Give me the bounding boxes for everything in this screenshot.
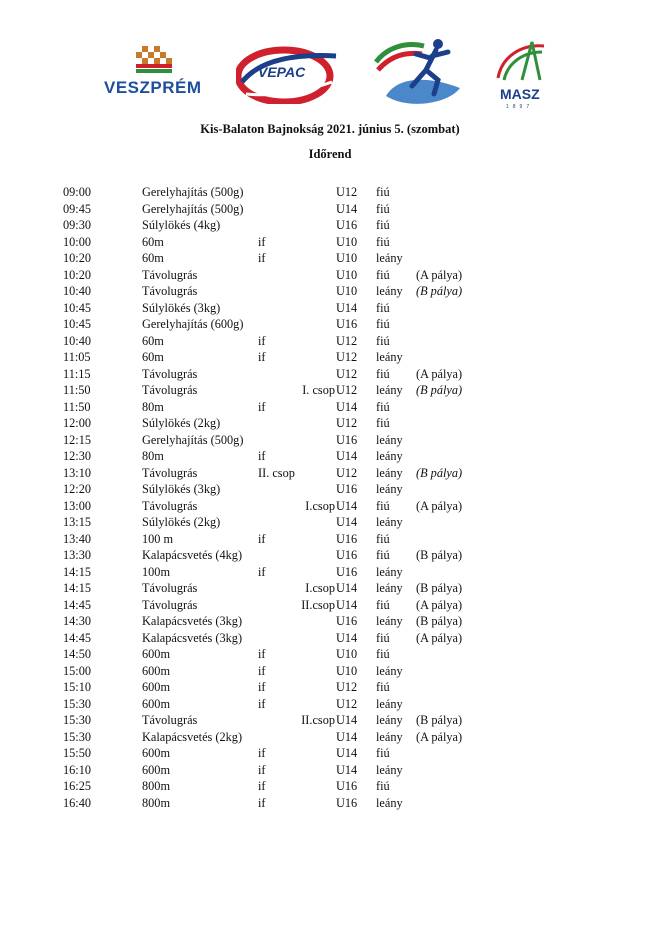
row-age-class: U12 bbox=[336, 696, 358, 711]
row-age-class: U14 bbox=[336, 762, 358, 777]
page-title: Kis-Balaton Bajnokság 2021. június 5. (szombat) bbox=[200, 122, 460, 136]
row-age-class: U14 bbox=[336, 300, 358, 315]
row-event: Gerelyhajítás (600g) bbox=[142, 317, 244, 331]
row-track: (A pálya) bbox=[416, 498, 463, 513]
row-if: if bbox=[258, 251, 266, 265]
row-gender: fiú bbox=[376, 366, 390, 381]
row-age-class: U14 bbox=[336, 498, 358, 513]
schedule-row bbox=[0, 481, 660, 498]
schedule-row bbox=[0, 333, 660, 350]
row-time: 12:30 bbox=[63, 449, 92, 463]
schedule-row bbox=[0, 679, 660, 696]
vepac-logo bbox=[236, 42, 342, 104]
schedule-row bbox=[0, 547, 660, 564]
row-gender: leány bbox=[376, 713, 403, 727]
row-track: (B pálya) bbox=[416, 465, 463, 480]
schedule-row bbox=[0, 762, 660, 779]
row-if: if bbox=[258, 333, 266, 348]
row-track: (A pálya) bbox=[416, 630, 463, 645]
row-age-class: U10 bbox=[336, 663, 358, 678]
row-event: 80m bbox=[142, 449, 164, 463]
row-age-class: U14 bbox=[336, 630, 358, 645]
row-gender: fiú bbox=[376, 779, 390, 793]
row-age-class: U10 bbox=[336, 267, 358, 282]
schedule-row bbox=[0, 531, 660, 548]
row-time: 13:40 bbox=[63, 531, 92, 546]
row-event: Távolugrás bbox=[142, 597, 198, 612]
row-age-class: U14 bbox=[336, 201, 358, 216]
row-age-class: U14 bbox=[336, 449, 358, 463]
row-if: if bbox=[258, 696, 266, 711]
row-track: (B pálya) bbox=[416, 383, 463, 397]
masz-logo-text: MASZ bbox=[500, 86, 540, 102]
schedule-row bbox=[0, 234, 660, 251]
row-time: 15:30 bbox=[63, 713, 92, 727]
row-gender: leány bbox=[376, 581, 403, 595]
row-time: 15:30 bbox=[63, 729, 92, 744]
row-if: II. csop bbox=[258, 465, 295, 480]
schedule-row bbox=[0, 630, 660, 647]
row-gender: leány bbox=[376, 449, 403, 463]
row-gender: fiú bbox=[376, 630, 390, 645]
schedule-row bbox=[0, 498, 660, 515]
row-gender: leány bbox=[376, 465, 403, 480]
row-age-class: U16 bbox=[336, 218, 358, 232]
row-event: Súlylökés (3kg) bbox=[142, 482, 221, 496]
row-event: Távolugrás bbox=[142, 465, 198, 480]
row-time: 15:30 bbox=[63, 696, 92, 711]
row-gender: fiú bbox=[376, 185, 390, 199]
veszprem-logo bbox=[104, 44, 216, 106]
row-time: 12:20 bbox=[63, 482, 92, 496]
row-time: 12:15 bbox=[63, 432, 92, 447]
row-if: if bbox=[258, 795, 266, 810]
row-gender: fiú bbox=[376, 399, 390, 414]
row-event: Távolugrás bbox=[142, 284, 198, 298]
row-event: 100m bbox=[142, 564, 171, 579]
schedule-row bbox=[0, 448, 660, 465]
vepac-logo-text: VEPAC bbox=[258, 64, 306, 80]
row-event: Súlylökés (3kg) bbox=[142, 300, 221, 315]
schedule-row bbox=[0, 696, 660, 713]
row-track: (B pálya) bbox=[416, 581, 463, 595]
logo-bar bbox=[0, 36, 660, 116]
row-event: Kalapácsvetés (3kg) bbox=[142, 614, 243, 628]
row-event: Távolugrás bbox=[142, 498, 198, 513]
row-if: if bbox=[258, 399, 266, 414]
schedule-row bbox=[0, 663, 660, 680]
row-gender: fiú bbox=[376, 647, 390, 661]
row-age-class: U16 bbox=[336, 432, 358, 447]
row-age-class: U12 bbox=[336, 333, 358, 348]
row-time: 10:20 bbox=[63, 267, 92, 282]
row-age-class: U16 bbox=[336, 482, 358, 496]
row-time: 11:50 bbox=[63, 383, 91, 397]
row-time: 13:30 bbox=[63, 548, 92, 562]
row-event: Távolugrás bbox=[142, 581, 198, 595]
row-time: 10:45 bbox=[63, 300, 92, 315]
row-gender: leány bbox=[376, 564, 403, 579]
row-if: if bbox=[258, 531, 266, 546]
row-event: Kalapácsvetés (2kg) bbox=[142, 729, 243, 744]
row-gender: fiú bbox=[376, 267, 390, 282]
schedule-row bbox=[0, 349, 660, 366]
row-gender: fiú bbox=[376, 234, 390, 249]
row-gender: leány bbox=[376, 762, 403, 777]
row-gender: leány bbox=[376, 251, 403, 265]
row-gender: fiú bbox=[376, 548, 390, 562]
row-group: I. csop bbox=[302, 383, 335, 397]
row-age-class: U12 bbox=[336, 383, 358, 397]
row-event: Kalapácsvetés (4kg) bbox=[142, 548, 243, 562]
row-if: if bbox=[258, 762, 266, 777]
row-gender: fiú bbox=[376, 300, 390, 315]
row-age-class: U16 bbox=[336, 531, 358, 546]
row-event: 60m bbox=[142, 350, 164, 364]
schedule-row bbox=[0, 366, 660, 383]
row-time: 14:30 bbox=[63, 614, 92, 628]
row-event: 60m bbox=[142, 234, 164, 249]
row-age-class: U16 bbox=[336, 614, 358, 628]
row-if: if bbox=[258, 663, 266, 678]
row-if: if bbox=[258, 647, 266, 661]
row-event: Távolugrás bbox=[142, 366, 198, 381]
row-group: II.csop bbox=[301, 713, 335, 727]
row-gender: fiú bbox=[376, 218, 390, 232]
row-time: 11:50 bbox=[63, 399, 91, 414]
row-track: (A pálya) bbox=[416, 597, 463, 612]
row-group: II.csop bbox=[301, 597, 335, 612]
row-age-class: U10 bbox=[336, 234, 358, 249]
schedule-row bbox=[0, 729, 660, 746]
row-time: 14:45 bbox=[63, 597, 92, 612]
row-age-class: U12 bbox=[336, 185, 358, 199]
row-event: 80m bbox=[142, 399, 164, 414]
row-if: if bbox=[258, 234, 266, 249]
schedule-row bbox=[0, 300, 660, 317]
schedule-row bbox=[0, 564, 660, 581]
row-time: 10:20 bbox=[63, 251, 92, 265]
row-age-class: U12 bbox=[336, 680, 358, 694]
row-track: (A pálya) bbox=[416, 729, 463, 744]
veszprem-logo-text: VESZPRÉM bbox=[104, 78, 202, 97]
row-time: 09:30 bbox=[63, 218, 92, 232]
row-event: Gerelyhajítás (500g) bbox=[142, 201, 244, 216]
row-age-class: U16 bbox=[336, 317, 358, 331]
row-gender: leány bbox=[376, 383, 403, 397]
row-time: 14:15 bbox=[63, 581, 92, 595]
row-gender: fiú bbox=[376, 746, 390, 760]
row-gender: leány bbox=[376, 284, 403, 298]
row-gender: fiú bbox=[376, 597, 390, 612]
row-gender: fiú bbox=[376, 333, 390, 348]
row-gender: fiú bbox=[376, 416, 390, 430]
schedule-row bbox=[0, 217, 660, 234]
row-age-class: U12 bbox=[336, 350, 358, 364]
row-age-class: U10 bbox=[336, 647, 358, 661]
row-track: (A pálya) bbox=[416, 267, 463, 282]
row-age-class: U14 bbox=[336, 746, 358, 760]
row-event: Súlylökés (2kg) bbox=[142, 416, 221, 430]
row-time: 14:45 bbox=[63, 630, 92, 645]
row-event: 600m bbox=[142, 762, 171, 777]
schedule-row bbox=[0, 415, 660, 432]
schedule-row bbox=[0, 201, 660, 218]
row-event: 600m bbox=[142, 663, 171, 678]
row-event: Távolugrás bbox=[142, 267, 198, 282]
row-time: 16:25 bbox=[63, 779, 92, 793]
schedule-row bbox=[0, 432, 660, 449]
row-time: 12:00 bbox=[63, 416, 92, 430]
schedule-row bbox=[0, 465, 660, 482]
row-gender: leány bbox=[376, 614, 403, 628]
runner-icon bbox=[368, 36, 464, 114]
schedule-row bbox=[0, 184, 660, 201]
row-age-class: U16 bbox=[336, 548, 358, 562]
row-if: if bbox=[258, 350, 266, 364]
row-time: 13:10 bbox=[63, 465, 92, 480]
row-event: 800m bbox=[142, 779, 171, 793]
row-event: Súlylökés (2kg) bbox=[142, 515, 221, 529]
schedule-row bbox=[0, 250, 660, 267]
row-time: 16:40 bbox=[63, 795, 92, 810]
schedule-row bbox=[0, 283, 660, 300]
row-track: (B pálya) bbox=[416, 614, 463, 628]
masz-logo bbox=[492, 38, 554, 116]
schedule-row bbox=[0, 316, 660, 333]
row-if: if bbox=[258, 779, 266, 793]
row-event: Gerelyhajítás (500g) bbox=[142, 432, 244, 447]
row-event: 800m bbox=[142, 795, 171, 810]
row-time: 15:00 bbox=[63, 663, 92, 678]
row-time: 13:00 bbox=[63, 498, 92, 513]
row-event: Gerelyhajítás (500g) bbox=[142, 185, 244, 199]
page-subtitle: Időrend bbox=[308, 147, 352, 161]
row-group: I.csop bbox=[305, 498, 335, 513]
row-time: 11:15 bbox=[63, 366, 91, 381]
row-time: 11:05 bbox=[63, 350, 91, 364]
schedule-row bbox=[0, 580, 660, 597]
row-event: 600m bbox=[142, 746, 171, 760]
row-gender: leány bbox=[376, 482, 403, 496]
row-time: 10:40 bbox=[63, 284, 92, 298]
schedule-row bbox=[0, 613, 660, 630]
row-age-class: U14 bbox=[336, 597, 358, 612]
schedule-row bbox=[0, 514, 660, 531]
row-group: I.csop bbox=[305, 581, 335, 595]
schedule-row bbox=[0, 745, 660, 762]
row-gender: leány bbox=[376, 515, 403, 529]
row-time: 15:10 bbox=[63, 680, 92, 694]
row-time: 16:10 bbox=[63, 762, 92, 777]
row-time: 10:40 bbox=[63, 333, 92, 348]
row-event: 100 m bbox=[142, 531, 174, 546]
schedule-list bbox=[0, 184, 660, 811]
row-if: if bbox=[258, 680, 266, 694]
row-age-class: U14 bbox=[336, 581, 358, 595]
row-event: 600m bbox=[142, 680, 171, 694]
row-if: if bbox=[258, 564, 266, 579]
row-age-class: U14 bbox=[336, 399, 358, 414]
row-event: Távolugrás bbox=[142, 713, 198, 727]
row-age-class: U16 bbox=[336, 564, 358, 579]
row-if: if bbox=[258, 449, 266, 463]
row-age-class: U12 bbox=[336, 465, 358, 480]
row-age-class: U12 bbox=[336, 366, 358, 381]
row-time: 09:45 bbox=[63, 201, 92, 216]
row-gender: fiú bbox=[376, 201, 390, 216]
schedule-row bbox=[0, 267, 660, 284]
row-track: (A pálya) bbox=[416, 366, 463, 381]
row-gender: leány bbox=[376, 663, 403, 678]
row-event: Kalapácsvetés (3kg) bbox=[142, 630, 243, 645]
veszprem-crest-icon bbox=[104, 44, 216, 78]
row-event: Súlylökés (4kg) bbox=[142, 218, 221, 232]
row-track: (B pálya) bbox=[416, 548, 463, 562]
schedule-row bbox=[0, 712, 660, 729]
schedule-row bbox=[0, 795, 660, 812]
row-time: 10:00 bbox=[63, 234, 92, 249]
schedule-row bbox=[0, 382, 660, 399]
row-age-class: U14 bbox=[336, 729, 358, 744]
row-age-class: U16 bbox=[336, 779, 358, 793]
row-gender: fiú bbox=[376, 498, 390, 513]
row-age-class: U16 bbox=[336, 795, 358, 810]
row-track: (B pálya) bbox=[416, 284, 463, 298]
row-gender: leány bbox=[376, 795, 403, 810]
schedule-row bbox=[0, 646, 660, 663]
masz-logo-year: 1897 bbox=[506, 104, 534, 110]
row-age-class: U10 bbox=[336, 284, 358, 298]
row-time: 14:50 bbox=[63, 647, 92, 661]
row-gender: fiú bbox=[376, 531, 390, 546]
row-age-class: U10 bbox=[336, 251, 358, 265]
masz-emblem-icon bbox=[492, 38, 554, 86]
runner-logo bbox=[368, 36, 464, 114]
schedule-row bbox=[0, 778, 660, 795]
row-event: 600m bbox=[142, 647, 171, 661]
row-time: 14:15 bbox=[63, 564, 92, 579]
row-gender: leány bbox=[376, 350, 403, 364]
schedule-row bbox=[0, 399, 660, 416]
row-track: (B pálya) bbox=[416, 713, 463, 727]
row-time: 09:00 bbox=[63, 185, 92, 199]
row-gender: leány bbox=[376, 432, 403, 447]
row-event: Távolugrás bbox=[142, 383, 198, 397]
row-gender: fiú bbox=[376, 680, 390, 694]
row-gender: leány bbox=[376, 696, 403, 711]
row-time: 15:50 bbox=[63, 746, 92, 760]
schedule-row bbox=[0, 597, 660, 614]
row-age-class: U14 bbox=[336, 515, 358, 529]
row-event: 60m bbox=[142, 333, 164, 348]
row-event: 600m bbox=[142, 696, 171, 711]
row-if: if bbox=[258, 746, 266, 760]
row-gender: fiú bbox=[376, 317, 390, 331]
row-age-class: U14 bbox=[336, 713, 358, 727]
row-age-class: U12 bbox=[336, 416, 358, 430]
row-event: 60m bbox=[142, 251, 164, 265]
row-time: 13:15 bbox=[63, 515, 92, 529]
row-time: 10:45 bbox=[63, 317, 92, 331]
row-gender: leány bbox=[376, 729, 403, 744]
